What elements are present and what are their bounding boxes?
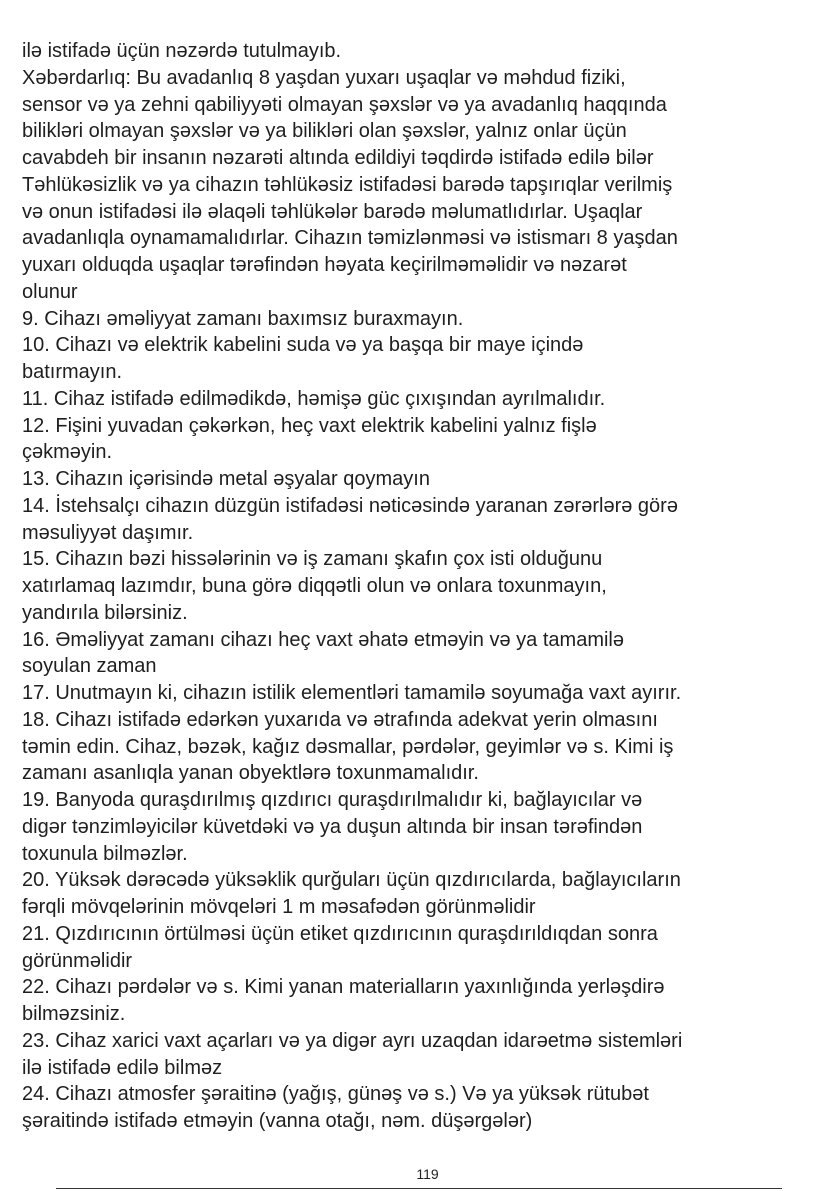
text-line: ilə istifadə üçün nəzərdə tutulmayıb. <box>22 40 342 62</box>
text-line: görünməlidir <box>22 949 133 972</box>
text-line: 23. Cihaz xarici vaxt açarları və ya digər ayrı uzaqdan idarəetmə sistemləri <box>22 1029 683 1052</box>
page-number: 119 <box>416 1166 439 1182</box>
text-line: Təhlükəsizlik və ya cihazın təhlükəsiz istifadəsi barədə tapşırıqlar verilmiş <box>22 173 673 196</box>
text-line: bilməzsiniz. <box>22 1003 126 1025</box>
text-line: olunur <box>22 280 78 303</box>
text-line: yandırıla bilərsiniz. <box>22 601 188 624</box>
text-line: 15. Cihazın bəzi hissələrinin və iş zamanı şkafın çox isti olduğunu <box>22 548 603 571</box>
text-line: toxunula bilməzlər. <box>22 842 188 865</box>
text-line: soyulan zaman <box>22 655 157 678</box>
text-line: 12. Fişini yuvadan çəkərkən, heç vaxt elektrik kabelini yalnız fişlə <box>22 414 597 437</box>
text-line: Xəbərdarlıq: Bu avadanlıq 8 yaşdan yuxarı uşaqlar və məhdud fiziki, <box>22 66 626 89</box>
text-line: avadanlıqla oynamamalıdırlar. Cihazın təmizlənməsi və istismarı 8 yaşdan <box>22 227 678 250</box>
text-line: 24. Cihazı atmosfer şəraitinə (yağış, günəş və s.) Və ya yüksək rütubət <box>22 1083 649 1106</box>
text-line: 19. Banyoda quraşdırılmış qızdırıcı quraşdırılmalıdır ki, bağlayıcılar və <box>22 789 643 811</box>
text-line: 10. Cihazı və elektrik kabelini suda və ya başqa bir maye içində <box>22 334 584 357</box>
text-line: 14. İstehsalçı cihazın düzgün istifadəsi nəticəsində yaranan zərərlərə görə <box>22 494 678 517</box>
text-line: 9. Cihazı əməliyyat zamanı baxımsız buraxmayın. <box>22 307 464 330</box>
text-line: təmin edin. Cihaz, bəzək, kağız dəsmallar, pərdələr, geyimlər və s. Kimi iş <box>22 735 674 758</box>
text-line: 13. Cihazın içərisində metal əşyalar qoymayın <box>22 468 430 490</box>
text-line: 20. Yüksək dərəcədə yüksəklik qurğuları üçün qızdırıcılarda, bağlayıcıların <box>22 869 681 892</box>
text-line: məsuliyyət daşımır. <box>22 521 194 544</box>
text-line: xatırlamaq lazımdır, buna görə diqqətli olun və onlara toxunmayın, <box>22 575 607 597</box>
text-line: çəkməyin. <box>22 441 113 464</box>
text-line: 18. Cihazı istifadə edərkən yuxarıda və ətrafında adekvat yerin olmasını <box>22 708 658 731</box>
text-line: batırmayın. <box>22 361 123 383</box>
text-line: ilə istifadə edilə bilməz <box>22 1056 223 1079</box>
text-line: cavabdeh bir insanın nəzarəti altında edildiyi təqdirdə istifadə edilə bilər <box>22 147 654 169</box>
text-line: digər tənzimləyicilər küvetdəki və ya duşun altında bir insan tərəfindən <box>22 815 643 838</box>
text-line: və onun istifadəsi ilə əlaqəli təhlükələr barədə məlumatlıdırlar. Uşaqlar <box>22 200 643 223</box>
text-line: 21. Qızdırıcının örtülməsi üçün etiket qızdırıcının quraşdırıldıqdan sonra <box>22 922 658 945</box>
text-line: fərqli mövqelərinin mövqeləri 1 m məsafədən görünməlidir <box>22 896 536 918</box>
text-line: yuxarı olduqda uşaqlar tərəfindən həyata keçirilməməlidir və nəzarət <box>22 254 627 276</box>
text-line: 17. Unutmayın ki, cihazın istilik elementləri tamamilə soyumağa vaxt ayırır. <box>22 682 682 704</box>
text-line: 22. Cihazı pərdələr və s. Kimi yanan materialların yaxınlığında yerləşdirə <box>22 976 665 999</box>
text-line: 11. Cihaz istifadə edilmədikdə, həmişə güc çıxışından ayrılmalıdır. <box>22 387 606 410</box>
text-line: 16. Əməliyyat zamanı cihazı heç vaxt əhatə etməyin və ya tamamilə <box>22 628 624 651</box>
text-line: zamanı asanlıqla yanan obyektlərə toxunmamalıdır. <box>22 762 479 785</box>
footer-divider <box>56 1188 782 1189</box>
body-text <box>22 38 822 1135</box>
text-line: sensor və ya zehni qabiliyyəti olmayan şəxslər və ya avadanlıq haqqında <box>22 93 667 116</box>
text-line: şəraitində istifadə etməyin (vanna otağı, nəm. düşərgələr) <box>22 1110 533 1132</box>
text-line: bilikləri olmayan şəxslər və ya bilikləri olan şəxslər, yalnız onlar üçün <box>22 120 627 143</box>
